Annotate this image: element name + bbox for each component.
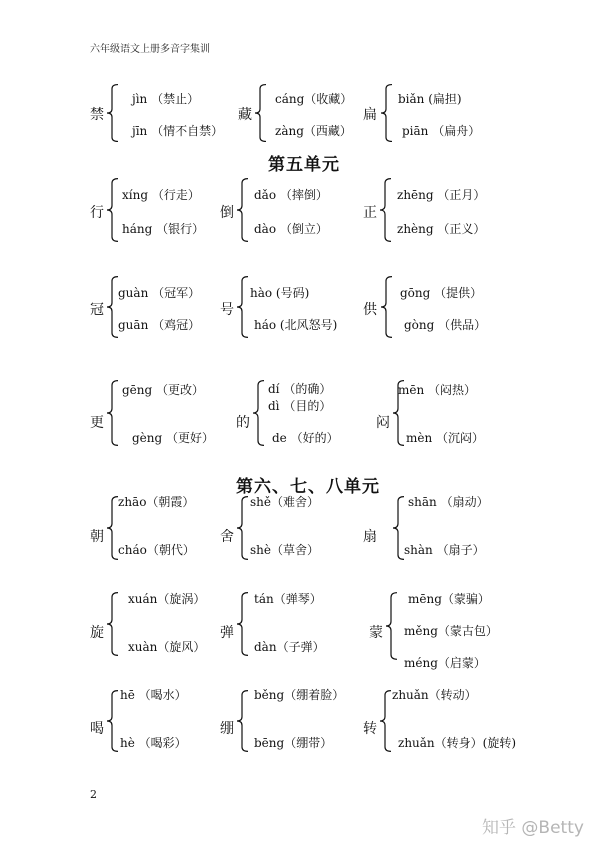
reading: zhuǎn（转身）(旋转) — [398, 736, 517, 750]
char-jin: 禁 — [90, 107, 104, 123]
brace — [379, 690, 393, 752]
char-gong: 供 — [363, 302, 377, 318]
reading: gòng （供品） — [404, 318, 487, 332]
reading: háng （银行） — [122, 222, 205, 236]
char-beng: 绷 — [220, 721, 234, 737]
reading: shàn （扇子） — [404, 543, 485, 557]
reading: dí （的确） — [268, 382, 332, 396]
brace — [106, 380, 120, 446]
reading: zhāo（朝霞） — [118, 495, 195, 509]
document-header: 六年级语文上册多音字集训 — [90, 44, 210, 55]
char-she: 舍 — [220, 529, 234, 545]
char-shan: 扇 — [363, 529, 377, 545]
reading: bēng（绷带） — [254, 736, 333, 750]
brace — [252, 380, 266, 446]
brace — [380, 276, 394, 338]
reading: dàn（子弹） — [254, 640, 325, 654]
reading: cáng（收藏） — [275, 92, 353, 106]
reading: xíng （行走） — [122, 188, 200, 202]
char-guan: 冠 — [90, 302, 104, 318]
reading: tán（弹琴） — [254, 592, 322, 606]
brace — [106, 690, 120, 752]
brace — [236, 178, 250, 242]
reading: zhuǎn（转动） — [392, 688, 477, 702]
reading: mēng（蒙骗） — [408, 592, 490, 606]
reading: hè （喝彩） — [120, 736, 187, 750]
reading: xuàn（旋风） — [128, 640, 206, 654]
char-de: 的 — [236, 415, 250, 431]
brace — [236, 496, 250, 560]
reading: jìn （禁止） — [132, 92, 200, 106]
section-title-unit678: 第六、七、八单元 — [236, 477, 380, 497]
reading: piān （扁舟） — [402, 124, 481, 138]
reading: mèn （沉闷） — [406, 431, 485, 445]
reading: xuán（旋涡） — [128, 592, 206, 606]
brace — [385, 592, 399, 660]
reading: hē （喝水） — [120, 688, 187, 702]
reading: cháo（朝代） — [118, 543, 195, 557]
reading: jīn （情不自禁） — [132, 124, 224, 138]
char-xuan: 旋 — [90, 625, 104, 641]
char-tan: 弹 — [220, 625, 234, 641]
reading: guān （鸡冠） — [118, 318, 201, 332]
char-zhuan: 转 — [363, 721, 377, 737]
reading: shě（难舍） — [250, 495, 319, 509]
char-hao: 号 — [220, 302, 234, 318]
reading: dì （目的） — [268, 399, 332, 413]
reading: méng（启蒙） — [404, 656, 486, 670]
brace — [379, 178, 393, 242]
reading: de （好的） — [272, 431, 339, 445]
reading: dào （倒立） — [254, 222, 328, 236]
brace — [106, 592, 120, 656]
brace — [106, 84, 120, 142]
reading: běng（绷着脸） — [254, 688, 345, 702]
brace — [236, 690, 250, 752]
char-cang: 藏 — [238, 107, 252, 123]
char-dao: 倒 — [220, 205, 234, 221]
char-he: 喝 — [90, 721, 104, 737]
reading: měng（蒙古包） — [404, 624, 498, 638]
page-number: 2 — [90, 788, 97, 801]
char-zhao: 朝 — [90, 529, 104, 545]
reading: zàng（西藏） — [275, 124, 352, 138]
reading: shān （扇动） — [408, 495, 489, 509]
brace — [236, 276, 250, 338]
reading: háo (北风怒号) — [254, 318, 338, 332]
reading: zhēng （正月） — [397, 188, 486, 202]
char-zheng: 正 — [363, 205, 377, 221]
brace — [236, 592, 250, 656]
char-men: 闷 — [376, 415, 390, 431]
brace — [106, 178, 120, 242]
watermark: 知乎 @Betty — [482, 818, 584, 838]
char-geng: 更 — [90, 415, 104, 431]
reading: dǎo （摔倒） — [254, 188, 328, 202]
char-meng: 蒙 — [369, 625, 383, 641]
reading: biǎn (扁担) — [398, 92, 462, 106]
char-bian: 扁 — [363, 107, 377, 123]
section-title-unit5: 第五单元 — [268, 155, 340, 175]
reading: zhèng （正义） — [397, 222, 486, 236]
reading: gēng （更改） — [122, 383, 205, 397]
reading: gōng （提供） — [400, 286, 483, 300]
brace — [380, 84, 394, 142]
reading: guàn （冠军） — [118, 286, 201, 300]
reading: shè（草舍） — [250, 543, 319, 557]
brace — [254, 84, 268, 142]
reading: gèng （更好） — [132, 431, 215, 445]
reading: mēn （闷热） — [398, 383, 477, 397]
char-xing: 行 — [90, 205, 104, 221]
reading: hào (号码) — [250, 286, 310, 300]
